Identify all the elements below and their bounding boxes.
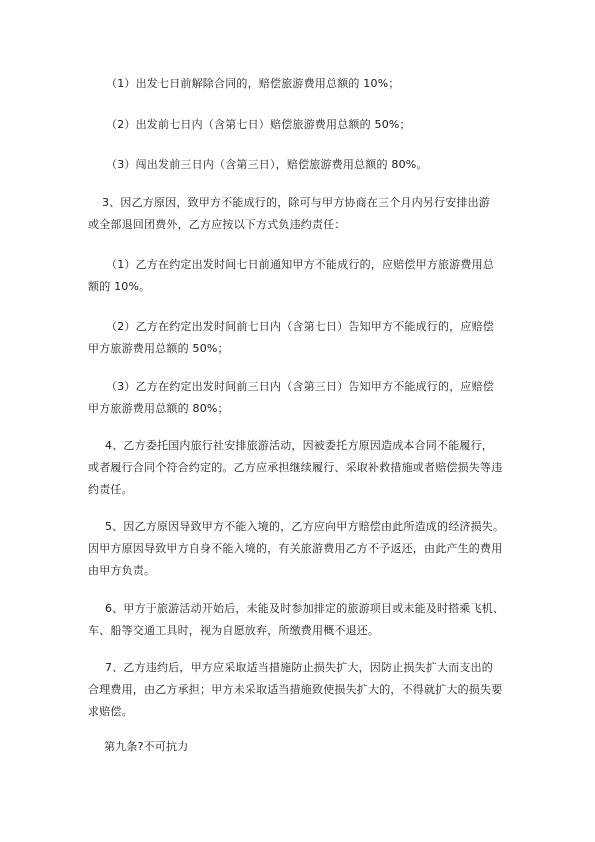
text-line: 6、甲方于旅游活动开始后，未能及时参加排定的旅游项目或未能及时搭乘飞机、 bbox=[105, 602, 505, 615]
text-line: （3）乙方在约定出发时间前三日内（含第三日）告知甲方不能成行的，应赔偿 bbox=[106, 380, 494, 393]
text-line: （2）出发前七日内（含第七日）赔偿旅游费用总额的 50%； bbox=[106, 118, 411, 131]
clause-item-1 bbox=[88, 73, 528, 95]
text-line: 4、乙方委托国内旅行社安排旅游活动，因被委托方原因造成本合同不能履行， bbox=[105, 439, 493, 452]
text-line: 合理费用，由乙方承担；甲方未采取适当措施致使损失扩大的，不得就扩大的损失要 bbox=[88, 683, 503, 696]
clause-3 bbox=[88, 192, 542, 236]
clause-item-3 bbox=[88, 154, 528, 176]
text-line: （1）出发七日前解除合同的，赔偿旅游费用总额的 10%； bbox=[106, 77, 400, 90]
clause-3-item-2 bbox=[88, 316, 528, 360]
text-line: 3、因乙方原因，致甲方不能成行的，除可与甲方协商在三个月内另行安排出游 bbox=[102, 196, 490, 209]
text-line: 5、因乙方原因导致甲方不能入境的，乙方应向甲方赔偿由此所造成的经济损失。 bbox=[105, 520, 505, 533]
clause-5 bbox=[88, 516, 528, 582]
text-line: 甲方旅游费用总额的 80%； bbox=[88, 402, 229, 415]
clause-6 bbox=[88, 598, 528, 642]
text-line: 或全部退回团费外，乙方应按以下方式负违约责任： bbox=[88, 218, 346, 231]
text-line: 甲方旅游费用总额的 50%； bbox=[88, 342, 229, 355]
clause-3-item-3 bbox=[88, 376, 528, 420]
text-line: （1）乙方在约定出发时间七日前通知甲方不能成行的，应赔偿甲方旅游费用总 bbox=[106, 258, 494, 271]
text-line: （2）乙方在约定出发时间前七日内（含第七日）告知甲方不能成行的，应赔偿 bbox=[106, 320, 494, 333]
text-line: 额的 10%。 bbox=[88, 280, 151, 293]
clause-item-2 bbox=[88, 114, 528, 136]
text-line: 由甲方负责。 bbox=[88, 564, 156, 577]
text-line: 约责任。 bbox=[88, 483, 133, 496]
text-line: （3）闯出发前三日内（含第三日），赔偿旅游费用总额的 80%。 bbox=[106, 158, 428, 171]
text-line: 7、乙方违约后，甲方应采取适当措施防止损失扩大，因防止损失扩大而支出的 bbox=[105, 661, 493, 674]
clause-7 bbox=[88, 657, 528, 723]
clause-3-item-1 bbox=[88, 254, 528, 298]
text-line: 车、船等交通工具时，视为自愿放弃，所缴费用概不退还。 bbox=[88, 624, 380, 637]
text-line: 或者履行合同个符合约定的。乙方应承担继续履行、采取补救措施或者赔偿损失等违 bbox=[88, 461, 503, 474]
text-line: 求赔偿。 bbox=[88, 705, 133, 718]
article-9-heading bbox=[104, 736, 544, 758]
clause-4 bbox=[88, 435, 528, 501]
text-line: 因甲方原因导致甲方自身不能入境的，有关旅游费用乙方不予返还，由此产生的费用 bbox=[88, 542, 503, 555]
section-heading: 第九条?不可抗力 bbox=[104, 740, 189, 753]
